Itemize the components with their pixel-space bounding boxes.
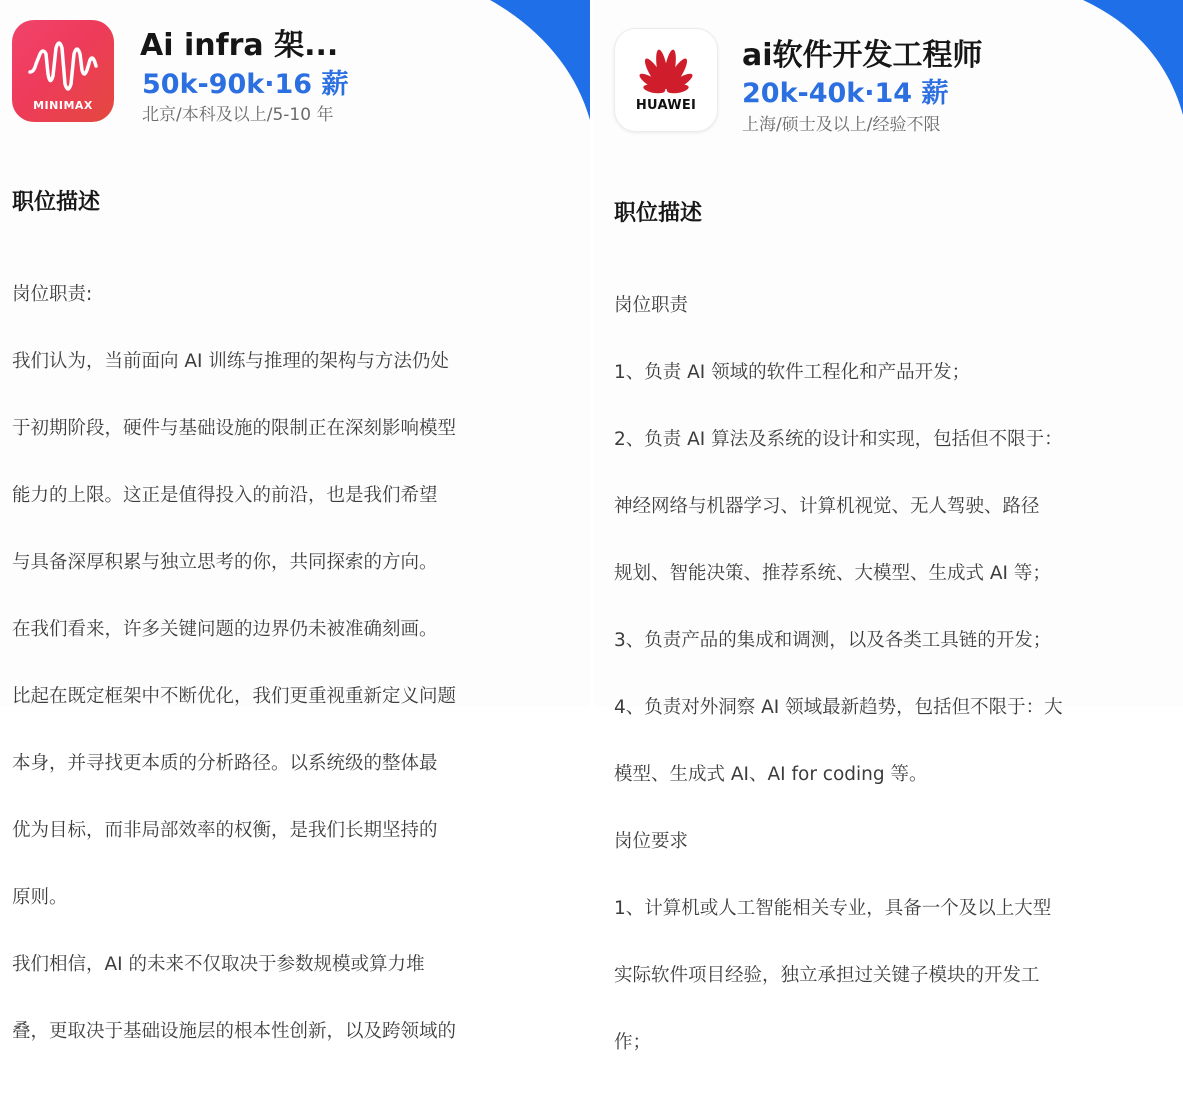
job-title[interactable]: Ai infra 架... <box>140 28 339 63</box>
description-line: 本身，并寻找更本质的分析路径。以系统级的整体最 <box>12 752 438 774</box>
huawei-logo <box>614 28 718 132</box>
corner-decoration-right <box>1083 0 1183 115</box>
description-line: 比起在既定框架中不断优化，我们更重视重新定义问题 <box>12 685 457 707</box>
description-line: 优为目标，而非局部效率的权衡，是我们长期坚持的 <box>12 819 438 841</box>
description-line: 与具备深厚积累与独立思考的你，共同探索的方向。 <box>12 551 438 573</box>
minimax-logo <box>12 20 114 122</box>
description-line: 模型、生成式 AI、AI for coding 等。 <box>614 763 928 785</box>
description-line: 作； <box>614 1031 652 1053</box>
job-description-content <box>12 244 456 1082</box>
job-description-content <box>614 255 1063 1093</box>
description-line: 实际软件项目经验，独立承担过关键子模块的开发工 <box>614 964 1040 986</box>
section-title-description: 职位描述 <box>614 201 703 226</box>
description-line: 岗位要求 <box>614 830 689 852</box>
description-line: 能力的上限。这正是值得投入的前沿，也是我们希望 <box>12 484 438 506</box>
description-line: 1、负责 AI 领域的软件工程化和产品开发； <box>614 361 971 383</box>
description-line: 于初期阶段，硬件与基础设施的限制正在深刻影响模型 <box>12 417 457 439</box>
job-card-left[interactable] <box>0 0 590 1042</box>
section-title-description: 职位描述 <box>12 190 101 215</box>
job-card-right[interactable] <box>594 0 1183 1053</box>
job-meta: 上海/硕士及以上/经验不限 <box>742 115 941 135</box>
description-line: 4、负责对外洞察 AI 领域最新趋势，包括但不限于：大 <box>614 696 1063 718</box>
job-title[interactable]: ai软件开发工程师 <box>742 38 983 73</box>
salary-range: 20k-40k·14 薪 <box>742 78 949 109</box>
job-meta: 北京/本科及以上/5-10 年 <box>142 105 334 125</box>
description-line: 我们相信，AI 的未来不仅取决于参数规模或算力堆 <box>12 953 425 975</box>
description-line: 在我们看来，许多关键问题的边界仍未被准确刻画。 <box>12 618 438 640</box>
description-line: 2、负责 AI 算法及系统的设计和实现，包括但不限于： <box>614 428 1063 450</box>
description-line: 1、计算机或人工智能相关专业，具备一个及以上大型 <box>614 897 1052 919</box>
corner-decoration-left <box>480 0 590 120</box>
description-line: 规划、智能决策、推荐系统、大模型、生成式 AI 等； <box>614 562 1051 584</box>
description-line: 我们认为，当前面向 AI 训练与推理的架构与方法仍处 <box>12 350 449 372</box>
huawei-logo-text: HUAWEI <box>635 98 697 113</box>
salary-range: 50k-90k·16 薪 <box>142 69 349 100</box>
description-line: 叠，更取决于基础设施层的根本性创新，以及跨领域的 <box>12 1020 457 1042</box>
description-line: 岗位职责: <box>12 283 93 305</box>
description-line: 原则。 <box>12 886 68 908</box>
minimax-logo-text: MINIMAX <box>33 99 93 112</box>
description-line: 3、负责产品的集成和调测，以及各类工具链的开发； <box>614 629 1052 651</box>
description-line: 神经网络与机器学习、计算机视觉、无人驾驶、路径 <box>614 495 1040 517</box>
description-line: 岗位职责 <box>614 294 689 316</box>
huawei-petal-icon <box>615 29 717 131</box>
